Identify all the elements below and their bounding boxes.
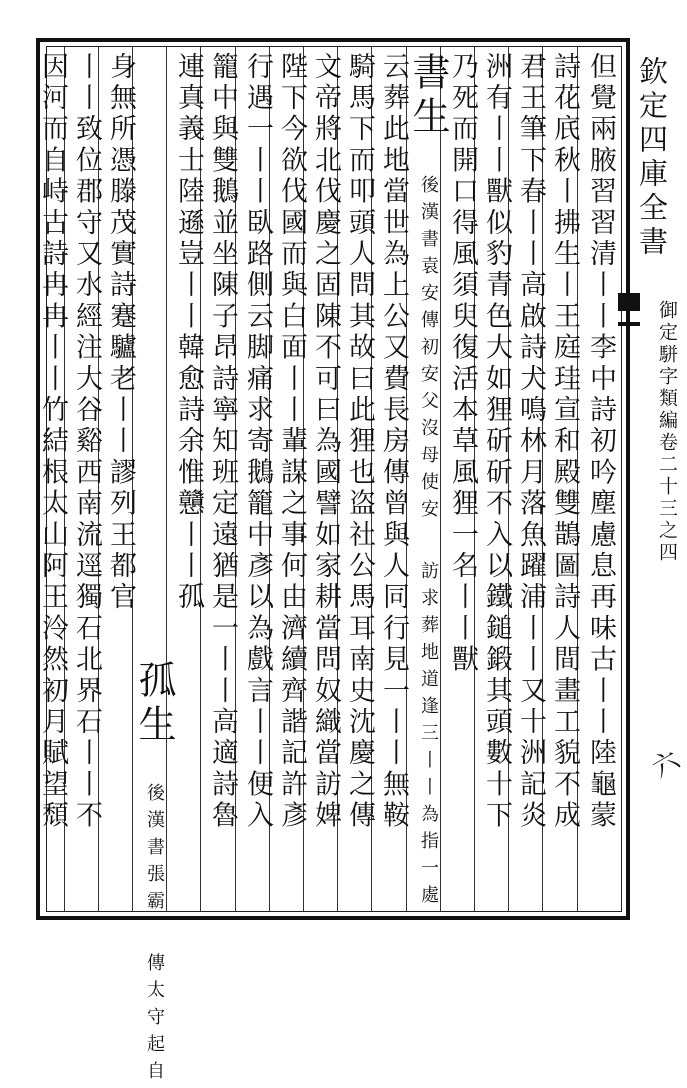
margin-section: [634, 300, 676, 564]
entry-headword: 孤生: [132, 660, 176, 748]
text-column-4: 洲有丨丨獸似豹青色大如狸斫斫不入以鐵鎚鍛其頭數十下: [481, 52, 512, 832]
text-column-13: 連真義士陸遜豈丨丨韓愈詩余惟戇丨丨孤: [173, 52, 204, 614]
juan-number: 卷二十三之四: [656, 432, 678, 564]
text-column-5: 乃死而開口得風須臾復活本草風狸一名丨丨獸: [447, 52, 478, 676]
entry-note-right: 後漢書張霸: [144, 783, 165, 919]
text-column-7: 云葬此地當世為上公又費長房傳曾與人同行見一丨丨無鞍: [378, 52, 409, 832]
text-column-3: 君王筆下春丨丨高啟詩犬鳴林月落魚躍浦丨丨又十洲記炎: [515, 52, 546, 832]
text-column-15: 身無所憑滕茂實詩蹇驢老丨丨謬列王都官: [105, 52, 136, 614]
entry-column-shusheng: [406, 52, 450, 913]
margin-title-column: [628, 56, 672, 260]
entry-headword: 書生: [406, 52, 450, 140]
text-column-9: 文帝將北伐慶之固陳不可曰為國譬如家耕當問奴織當訪婢: [310, 52, 341, 832]
text-column-17: 因河而自峙古詩冉冉丨丨竹結根太山阿王泠然初月賦望頹: [37, 52, 68, 832]
text-column-1: 但覺兩腋習習清丨丨李中詩初吟塵慮息再味古丨丨陸龜蒙: [585, 52, 616, 832]
text-column-10: 陛下今欲伐國而與白面丨丨輩謀之事何由濟續齊諧記許彥: [276, 52, 307, 832]
entry-note-left: 訪求葬地道逢三丨丨為指一處: [418, 561, 439, 913]
entry-column-gusheng: [132, 660, 176, 1088]
text-column-2: 詩花㡳秋丨拂生丨王庭珪宣和殿雙鵲圖詩人間畫工貌不成: [549, 52, 580, 832]
text-column-11: 行遇一丨丨臥路側云脚痛求寄鵝籠中彥以為戲言丨丨便入: [242, 52, 273, 832]
book-title: 欽定四庫全書: [635, 56, 669, 260]
entry-note-right: 後漢書袁安傳初安父沒母使安: [418, 175, 439, 527]
entry-note-left: 傳太守起自: [144, 953, 165, 1088]
section-title: 御定駢字類編: [656, 300, 678, 432]
page-number: 六: [647, 745, 686, 785]
text-column-16: 丨丨致位郡守又水經注大谷谿西南流逕獨石北界石丨丨不: [71, 52, 102, 832]
text-column-12: 籠中與雙鵝並坐陳子昂詩寧知班定遠猶是一丨丨高適詩魯: [207, 52, 238, 832]
text-column-8: 騎馬下而叩頭人問其故曰此狸也盗社公馬耳南史沈慶之傳: [344, 52, 375, 832]
